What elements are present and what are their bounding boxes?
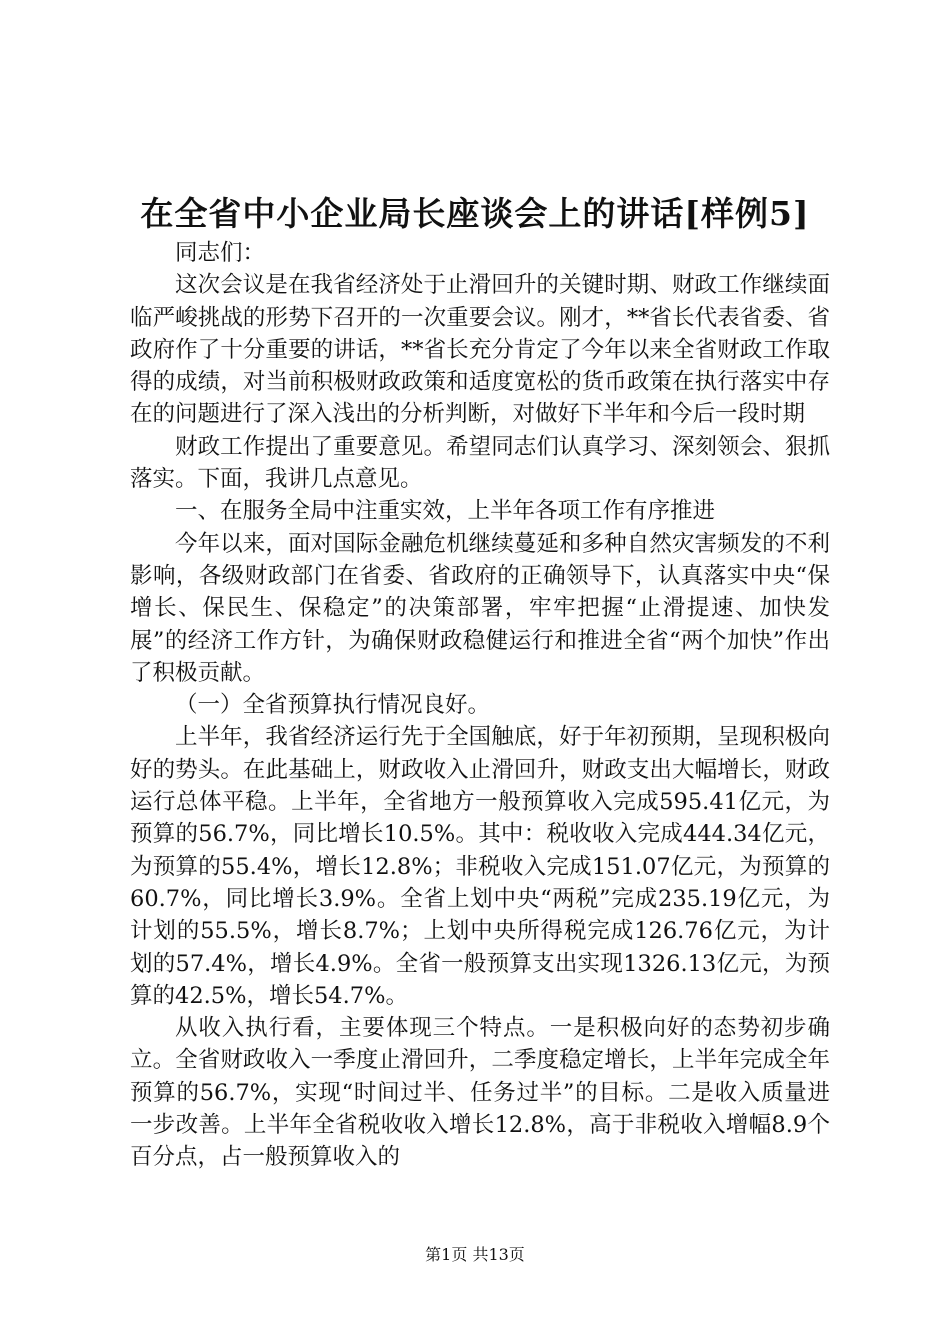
document-body — [130, 237, 830, 1174]
body-paragraph: 从收入执行看，主要体现三个特点。一是积极向好的态势初步确立。全省财政收入一季度止滑回升，二季度稳定增长，上半年完成全年预算的56.7%，实现“时间过半、任务过半”的目标。二是收入质量进一步改善。上半年全省税收收入增长12.8%，高于非税收入增幅8.9个百分点，占一般预算收入的 — [130, 1015, 830, 1171]
body-paragraph: 上半年，我省经济运行先于全国触底，好于年初预期，呈现积极向好的势头。在此基础上，财政收入止滑回升，财政支出大幅增长，财政运行总体平稳。上半年，全省地方一般预算收入完成595.41亿元，为预算的56.7%，同比增长10.5%。其中：税收收入完成444.34亿元，为预算的55.4%，增长12.8%；非税收入完成151.07亿元，为预算的60.7%，同比增长3.9%。全省上划中央“两税”完成235.19亿元，为计划的55.5%，增长8.7%；上划中央所得税完成126.76亿元，为计划的57.4%，增长4.9%。全省一般预算支出实现1326.13亿元，为预算的42.5%，增长54.7%。 — [130, 724, 830, 1009]
body-paragraph: 这次会议是在我省经济处于止滑回升的关键时期、财政工作继续面临严峻挑战的形势下召开的一次重要会议。刚才，**省长代表省委、省政府作了十分重要的讲话，**省长充分肯定了今年以来全省财政工作取得的成绩，对当前积极财政政策和适度宽松的货币政策在执行落实中存在的问题进行了深入浅出的分析判断，对做好下半年和今后一段时期 — [130, 272, 830, 428]
body-paragraph: 今年以来，面对国际金融危机继续蔓延和多种自然灾害频发的不利影响，各级财政部门在省委、省政府的正确领导下，认真落实中央“保增长、保民生、保稳定”的决策部署，牢牢把握“止滑提速、加快发展”的经济工作方针，为确保财政稳健运行和推进全省“两个加快”作出了积极贡献。 — [130, 530, 830, 686]
salutation: 同志们： — [175, 240, 266, 266]
section-heading: 一、在服务全局中注重实效，上半年各项工作有序推进 — [175, 498, 716, 525]
page-footer: 第1页 共13页 — [425, 1245, 525, 1264]
document-title: 在全省中小企业局长座谈会上的讲话[样例5] — [140, 194, 810, 233]
body-paragraph: 财政工作提出了重要意见。希望同志们认真学习、深刻领会、狠抓落实。下面，我讲几点意见。 — [130, 433, 830, 493]
subsection-heading: （一）全省预算执行情况良好。 — [175, 692, 491, 719]
